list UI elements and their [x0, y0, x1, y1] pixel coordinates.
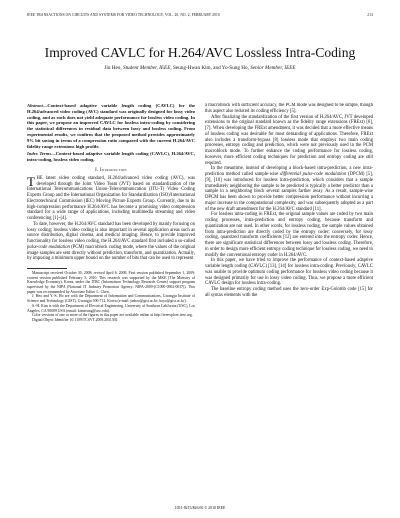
author-line: [27, 65, 373, 71]
intro-paragraph-2-em: pulse-code modulation: [27, 244, 70, 250]
index-terms: [27, 151, 195, 163]
intro-paragraph-2: [27, 222, 195, 262]
right-paragraph-6: The baseline entropy coding method uses the zero-order Exp-Golomb code [15] for all syntax elements with the: [205, 287, 373, 298]
right-paragraph-5: In this paper, we have tried to improve the performance of context-based adaptive variable length coding (CAVLC) [13], [14] for lossless intra-coding. Previously, CAVLC was unable to provide optimum coding performance for lossless video coding because it was designed primarily for use in lossy video coding. Thus, we propose a more efficient CAVLC design for lossless intra-coding.: [205, 258, 373, 287]
left-column: [27, 103, 195, 498]
running-head-journal: IEEE TRANSACTIONS ON CIRCUITS AND SYSTEMS FOR VIDEO TECHNOLOGY, VOL. 20, NO. 2, FEBRUARY 2010: [27, 13, 220, 17]
index-terms-label: Index Terms: [27, 151, 52, 157]
abstract-text: —Context-based adaptive variable length coding (CAVLC) for the H.264/advanced video coding (AVC) standard was originally designed for lossy video coding, and as such does not yield adequate performance for lossless video coding. In this paper, we propose an improved CAVLC for lossless intra-coding by considering the statistical differences in residual data between lossy and lossless coding. From experimental results, we confirm that the proposed method provides approximately 9% bit saving in terms of a compression ratio compared with the current H.264/AVC fidelity range extensions high profile.: [27, 103, 195, 149]
author-1-role: Student Member, IEEE,: [122, 65, 172, 71]
author-3-role: Senior Member, IEEE: [250, 65, 296, 71]
index-terms-text: —Context-based adaptive variable length coding (CAVLC), H.264/AVC, intra-coding, lossless video coding.: [27, 151, 195, 163]
running-head: [27, 13, 373, 23]
issn-price-line: 1051-8215/$26.00 © 2010 IEEE: [174, 506, 226, 510]
right-column: [205, 103, 373, 498]
right-paragraph-3: [205, 166, 373, 212]
right-paragraph-2: After finalizing the standardization of the first version of H.264/AVC, JVT developed extensions to the original standard known as the fidelity range extensions (FRExt) [6], [7]. When developing the FRExt amendment, it was decided that a more effective means of lossless coding was desirable for most demanding of applications. Therefore, FRExt also includes a transform-bypass [8] lossless mode that employs two main coding processes, entropy coding and prediction, which were not previously used in the PCM macroblock mode. To further enhance the coding performance for lossless coding, however, more efficient coding techniques for prediction and entropy coding are still required.: [205, 114, 373, 166]
section-heading-introduction: I. Introduction: [95, 167, 127, 173]
right-paragraph-3-b: (DPCM) [5], [9], [10] was introduced for lossless intra-prediction, which considers that a sample immediately neighboring the sample to be predicted is typically a better predictor than a sample in a neighboring block several samples farther away. As a result, sample-wise DPCM has been shown to provide better compression performance without incurring a major increase in the computational complexity, and was subsequently adopted as a part of the new draft amendment for the H.264/AVC standard [11].: [205, 172, 373, 212]
footnote-doi: Digital Object Identifier 10.1109/TCSVT.2009.2031392: [32, 318, 118, 323]
intro-paragraph-2-b: (PCM) macroblock coding mode, where the values of the original image samples are sent directly without prediction, transform, and quantization. Actually, by imposing a minimum upper bound on the number of bits that can be used to represent: [27, 244, 195, 262]
intro-lead-caps: HE: [36, 175, 43, 181]
author-2-3: Seung-Hwan Kim, and Yo-Sung Ho,: [172, 65, 249, 71]
footnotes: [27, 271, 195, 323]
drop-cap: T: [27, 174, 35, 190]
abstract: [27, 103, 195, 149]
right-paragraph-3-em: differential pulse-code modulation: [280, 172, 347, 177]
footnote-affiliation-2: S.-H. Kim is with the Department of Electrical Engineering, University of Southern California (USC), Los Angeles, CA 90089 USA (email: kimseung@usc.edu).: [27, 303, 195, 313]
two-column-body: [27, 103, 373, 498]
footnote-affiliation-1: J. Heo and Y.-S. Ho are with the Department of Information and Communications, Gwangju Institute of Science and Technology (GIST), Gwangju 500-712, Korea (e-mail: jinheo@gist.ac.kr; hoyo@gist.ac.kr).: [27, 294, 195, 304]
intro-paragraph-2-a: To date, however, the H.264/AVC standard has been developed by mainly focusing on lossy coding; lossless video coding is also important in several application areas such as source distribution, digital cinema, and medical imaging. Hence, to provide improved functionality for lossless video coding, the H.264/AVC standard first included a so-called: [27, 221, 195, 245]
author-1: Jin Heo,: [104, 65, 122, 71]
paper-title: Improved CAVLC for H.264/AVC Lossless Intra-Coding: [44, 45, 356, 60]
footnote-divider: [27, 268, 67, 269]
page-number: 213: [367, 13, 373, 17]
right-paragraph-4: For lossless intra-coding in FRExt, the original sample values are coded by two main coding processes, intra-prediction and entropy coding, because transform and quantization are not used. In other words, for lossless coding, the sample values obtained from intra-prediction are directly coded by the entropy coder; conversely, for lossy coding, quantized transform coefficients [12] are entered into the entropy coder. Hence, there are significant statistical differences between lossy and lossless coding. Therefore, in order to design more efficient entropy coding technique for lossless coding, we need to modify the conventional entropy coder in H.264/AVC.: [205, 212, 373, 258]
right-paragraph-1: a macroblock with sufficient accuracy, the PCM mode was designed to be simple, though this aspect also reduced its coding efficiency [5].: [205, 103, 373, 114]
intro-paragraph-1: [27, 176, 195, 222]
footnote-manuscript: Manuscript received October 30, 2008; revised April 6, 2009. First version published September 1, 2009; current version published February 5, 2010. This research was supported by the MKE (The Ministry of Knowledge Economy), Korea, under the ITRC (Information Technology Research Center) support program supervised by the NIPA (National IT Industry Promotion Agency; NIPA-2009-(C1090-0902-0017)). This paper was recommended by Associate Editor L. Chen.: [27, 271, 195, 294]
right-paragraph-3-a: In the meantime, instead of developing a block-based intra-prediction, a new intra-prediction method called sample-wise: [205, 166, 373, 177]
abstract-label: Abstract: [27, 103, 43, 108]
intro-paragraph-1-text: latest video coding standard, H.264/advanced video coding (AVC), was developed through the Joint Video Team (JVT) based on standardization of the International Telecommunications Union-Telecommunication (ITU-T) Video Coding Experts Group and the International Organization for Standardization (ISO)/International Electrotechnical Commission (IEC) Moving Picture Experts Group. Currently, due to its high-compression performance H.264/AVC has become a promising video compression standard for a wide range of applications, including multimedia streaming and video conferencing [1]–[4].: [27, 175, 195, 222]
footnote-color: Color versions of one or more of the figures in this paper are available online at http://ieeexplore.ieee.org.: [32, 313, 193, 318]
